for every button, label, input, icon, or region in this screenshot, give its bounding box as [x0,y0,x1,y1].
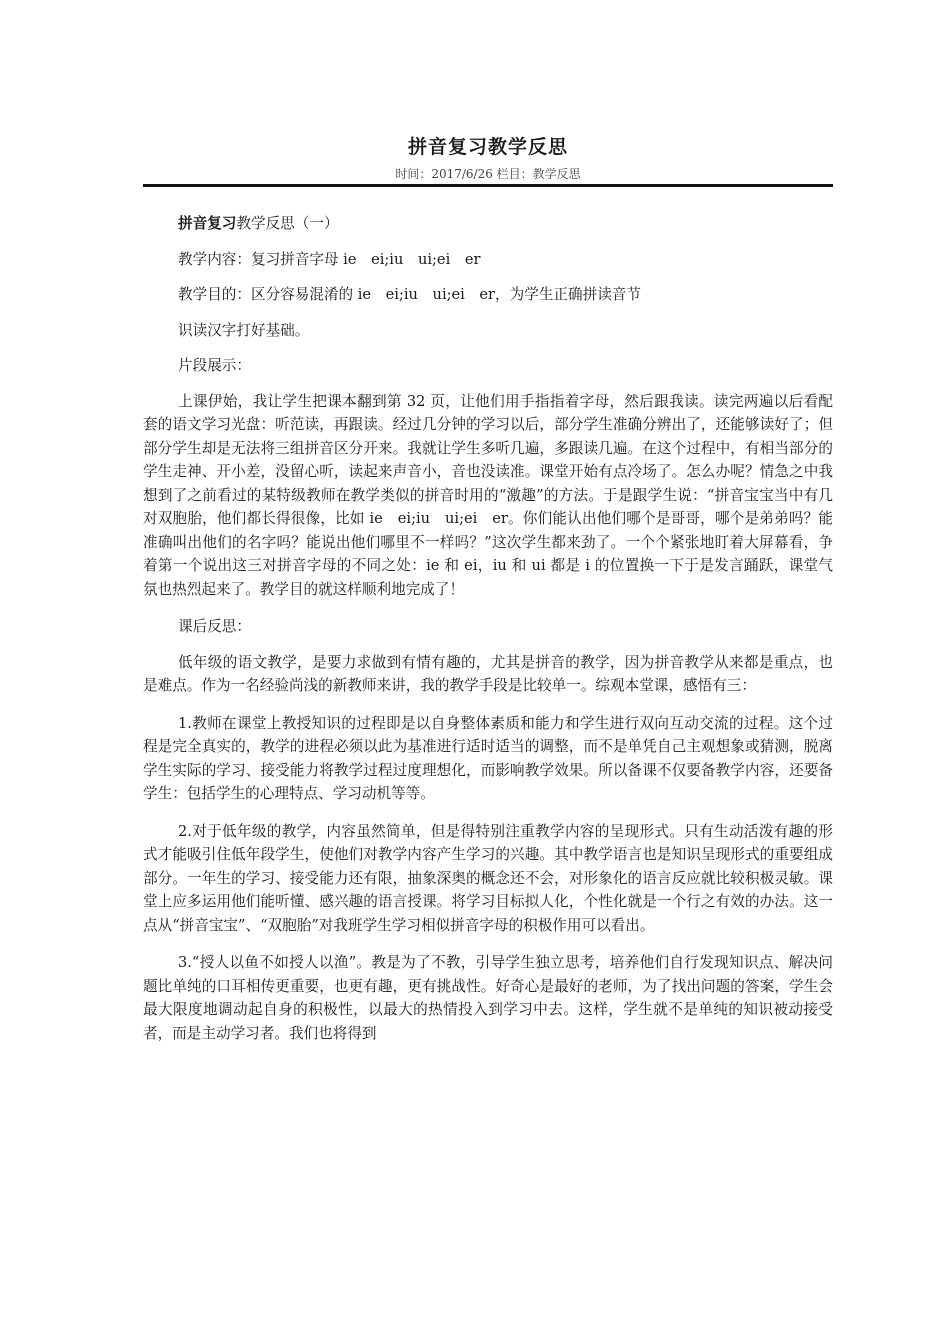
article-body [143,212,833,1059]
heading-rest: 教学反思（一） [236,215,339,232]
reflection-label: 课后反思： [178,618,251,635]
article-meta: 时间：2017/6/26 栏目：教学反思 [395,167,581,181]
goal-line-1: 教学目的：区分容易混淆的 ie ei;iu ui;ei er，为学生正确拼读音节 [178,286,641,303]
title-divider [143,184,833,187]
goal-line-2: 识读汉字打好基础。 [178,321,310,339]
reflection-point-2: 2.对于低年级的教学，内容虽然简单，但是得特别注重教学内容的呈现形式。只有生动活泼有趣的形式才能吸引住低年段学生，使他们对教学内容产生学习的兴趣。其中教学语言也是知识呈现形式的重要组成部分。一年生的学习、接受能力还有限，抽象深奥的概念还不会，对形象化的语言反应就比较积极灵敏。课堂上应多运用他们能听懂、感兴趣的语言授课。将学习目标拟人化，个性化就是一个行之有效的办法。这一点从“拼音宝宝”、“双胞胎”对我班学生学习相似拼音字母的积极作用可以看出。 [143,822,833,934]
content-line: 教学内容：复习拼音字母 ie ei;iu ui;ei er [178,250,481,268]
reflection-point-1: 1.教师在课堂上教授知识的过程即是以自身整体素质和能力和学生进行双向互动交流的过程。这个过程是完全真实的，教学的进程必须以此为基准进行适时适当的调整，而不是单凭自己主观想象或猜测，脱离学生实际的学习、接受能力将教学过程过度理想化，而影响教学效果。所以备课不仅要备教学内容，还要备学生：包括学生的心理特点、学习动机等等。 [143,714,833,802]
heading-bold: 拼音复习 [178,215,237,232]
segment-paragraph: 上课伊始，我让学生把课本翻到第 32 页，让他们用手指指着字母，然后跟我读。读完两遍以后看配套的语文学习光盘：听范读，再跟读。经过几分钟的学习以后，部分学生准确分辨出了，还能够读好了；但部分学生却是无法将三组拼音区分开来。我就让学生多听几遍，多跟读几遍。在这个过程中，有相当部分的学生走神、开小差，没留心听，读起来声音小，音也没读准。课堂开始有点冷场了。怎么办呢？情急之中我想到了之前看过的某特级教师在教学类似的拼音时用的“激趣”的方法。于是跟学生说：“拼音宝宝当中有几对双胞胎，他们都长得很像，比如 ie ei;iu ui;ei er。你们能认出他们哪个是哥哥，哪个是弟弟吗？能准确叫出他们的名字吗？能说出他们哪里不一样吗？”这次学生都来劲了。一个个紧张地盯着大屏幕看，争着第一个说出这三对拼音字母的不同之处：ie 和 ei，iu 和 ui 都是 i 的位置换一下于是发言踊跃，课堂气氛也热烈起来了。教学目的就这样顺利地完成了！ [143,392,833,598]
page-title: 拼音复习教学反思 [407,136,568,158]
section-heading [143,212,833,236]
segment-label: 片段展示： [178,357,251,374]
reflection-point-3: 3.“授人以鱼不如授人以渔”。教是为了不教，引导学生独立思考，培养他们自行发现知识点、解决问题比单纯的口耳相传更重要，也更有趣，更有挑战性。好奇心是最好的老师，为了找出问题的答案，学生会最大限度地调动起自身的积极性，以最大的热情投入到学习中去。这样，学生就不是单纯的知识被动接受者，而是主动学习者。我们也将得到 [143,954,833,1042]
reflection-intro: 低年级的语文教学，是要力求做到有情有趣的，尤其是拼音的教学，因为拼音教学从来都是重点，也是难点。作为一名经验尚浅的新教师来讲，我的教学手段是比较单一。综观本堂课，感悟有三： [143,653,833,694]
